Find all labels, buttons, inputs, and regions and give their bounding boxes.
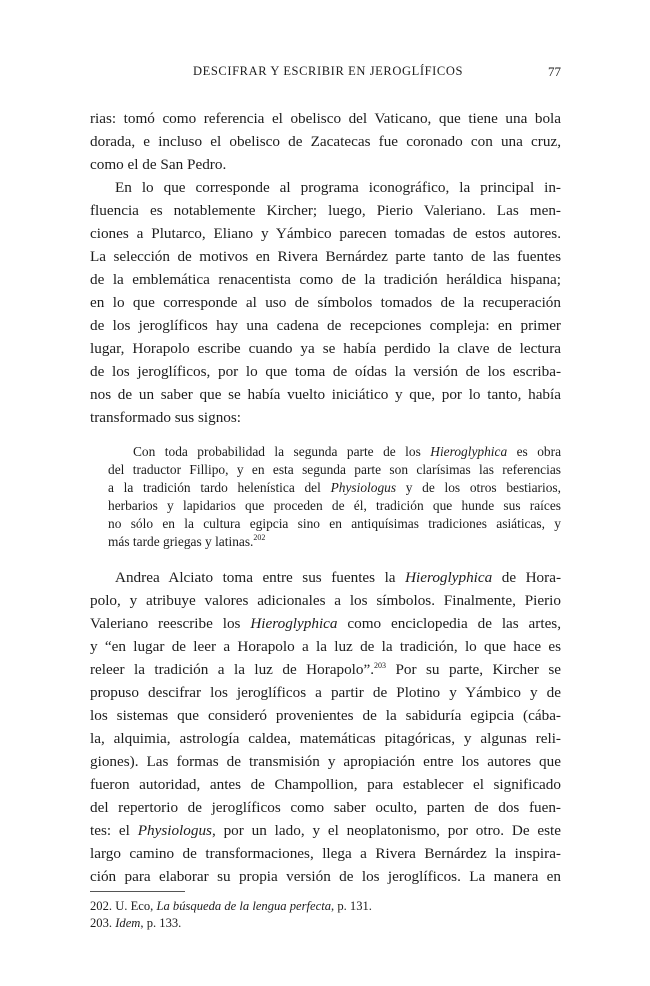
body-line: Valeriano reescribe los Hieroglyphica como enciclopedia de las artes, xyxy=(90,615,562,632)
body-line: nos de un saber que se había vuelto iniciático y que, por lo tanto, había xyxy=(90,386,561,403)
body-line: en lo que corresponde al uso de símbolos tomados de la recuperación xyxy=(90,294,561,311)
quote-line: herbarios y lapidarios que proceden de él, tradición que hunde sus raíces xyxy=(108,498,561,513)
body-line: fluencia es notablemente Kircher; luego, Pierio Valeriano. Las men- xyxy=(90,202,561,219)
term-physiologus: Physiologus xyxy=(330,480,397,495)
body-line: transformado sus signos: xyxy=(90,409,242,426)
body-line: ciones a Plutarco, Eliano y Yámbico parecen tomadas de estos autores. xyxy=(90,225,561,242)
running-title: DESCIFRAR Y ESCRIBIR EN JEROGLÍFICOS xyxy=(193,64,464,78)
body-line: giones). Las formas de transmisión y apropiación entre los autores que xyxy=(90,753,561,770)
quote-line: no sólo en la cultura egipcia sino en antiquísimas tradiciones asiáticas, y xyxy=(108,516,561,531)
body-line: de los jeroglíficos hay una cadena de recepciones compleja: en primer xyxy=(90,317,561,334)
term-hieroglyphica: Hieroglyphica xyxy=(430,444,508,459)
body-line: fueron autoridad, antes de Champollion, para establecer el significado xyxy=(90,776,561,793)
term-hieroglyphica: Hieroglyphica xyxy=(250,615,338,632)
body-line: polo, y atribuye valores adicionales a los símbolos. Finalmente, Pierio xyxy=(90,592,561,609)
quote-line: Con toda probabilidad la segunda parte de los Hieroglyphica es obra xyxy=(133,444,562,459)
quote-line: más tarde griegas y latinas.$^{202}$ xyxy=(108,533,266,549)
running-header xyxy=(90,64,561,80)
body-line: tes: el Physiologus, por un lado, y el neoplatonismo, por otro. De este xyxy=(90,822,562,839)
body-line: como el de San Pedro. xyxy=(90,156,227,173)
body-line: dorada, e incluso el obelisco de Zacatecas fue coronado con una cruz, xyxy=(90,133,561,150)
body-line: y “en lugar de leer a Horapolo a la luz de la tradición, lo que hace es xyxy=(90,638,561,655)
body-line: del repertorio de jeroglíficos como saber oculto, parten de dos fuen- xyxy=(90,799,561,816)
body-line: los sistemas que consideró provenientes de la sabiduría egipcia (cába- xyxy=(90,707,561,724)
body-line: releer la tradición a la luz de Horapolo”.$^{203}$ Por su parte, Kircher se xyxy=(90,661,561,678)
term-physiologus: Physiologus xyxy=(137,822,212,839)
page-number: 77 xyxy=(548,64,561,79)
body-line: propuso descifrar los jeroglíficos a partir de Plotino y Yámbico y de xyxy=(90,684,561,701)
quote-line: del traductor Fillipo, y en esta segunda parte son clarísimas las referencias xyxy=(108,462,561,477)
body-line: En lo que corresponde al programa iconográfico, la principal in- xyxy=(115,179,561,196)
footnote-ref-203: 203 xyxy=(374,661,387,670)
footnote-ref-202: 202 xyxy=(253,533,266,542)
body-line: lugar, Horapolo escribe cuando ya se había perdido la clave de lectura xyxy=(90,340,561,357)
body-line: de la emblemática renacentista como de la tradición heráldica hispana; xyxy=(90,271,561,288)
body-line: largo camino de transformaciones, llega a Rivera Bernárdez la inspira- xyxy=(90,845,561,862)
body-line: Andrea Alciato toma entre sus fuentes la Hieroglyphica de Hora- xyxy=(115,569,562,586)
body-line: la, alquimia, astrología caldea, matemáticas pitagóricas, y algunas reli- xyxy=(90,730,561,747)
footnote-202: 202. U. Eco, La búsqueda de la lengua perfecta, p. 131. xyxy=(90,899,372,913)
footnote-203: 203. Idem, p. 133. xyxy=(90,916,182,930)
body-line: rias: tomó como referencia el obelisco del Vaticano, que tiene una bola xyxy=(90,110,561,127)
body-line: ción para elaborar su propia versión de los jeroglíficos. La manera en xyxy=(90,868,561,885)
body-line: de los jeroglíficos, por lo que toma de oídas la versión de los escriba- xyxy=(90,363,561,380)
footnote-rule xyxy=(90,891,185,892)
quote-line: a la tradición tardo helenística del Physiologus y de los otros bestiarios, xyxy=(108,480,561,495)
body-line: La selección de motivos en Rivera Bernárdez parte tanto de las fuentes xyxy=(90,248,561,265)
term-hieroglyphica: Hieroglyphica xyxy=(405,569,493,586)
